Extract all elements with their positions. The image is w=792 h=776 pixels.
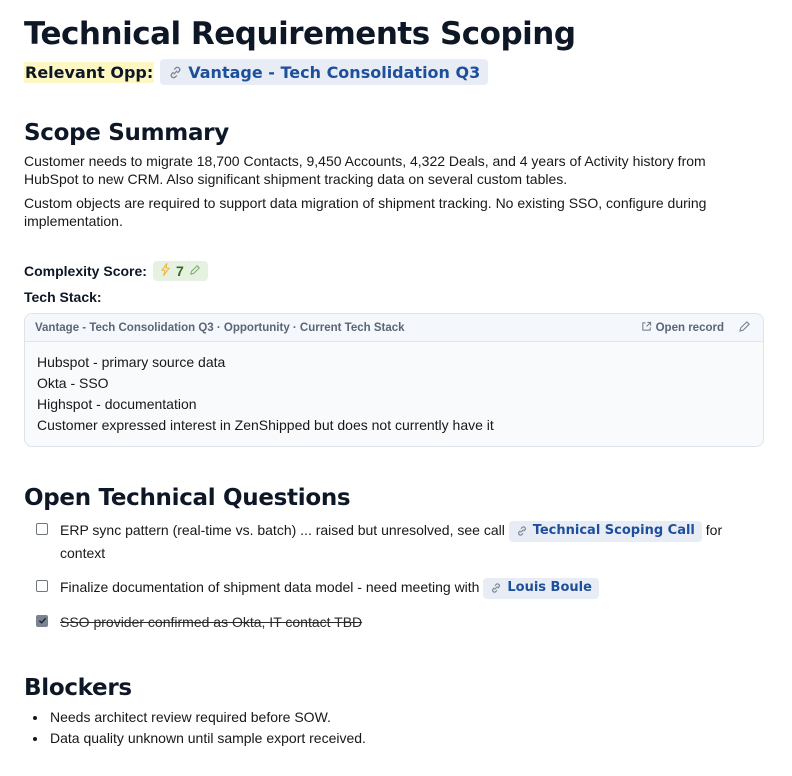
tech-stack-line: Okta - SSO bbox=[37, 375, 109, 391]
edit-pencil-icon[interactable] bbox=[189, 263, 201, 279]
blockers-list bbox=[24, 707, 764, 749]
checklist-item bbox=[24, 611, 764, 633]
blocker-item: • Needs architect review required before SOW. bbox=[48, 707, 764, 728]
checkbox-unchecked[interactable] bbox=[36, 523, 48, 535]
checklist-item bbox=[24, 576, 764, 599]
complexity-score-value: 7 bbox=[175, 263, 184, 279]
complexity-score-pill[interactable] bbox=[153, 261, 208, 281]
link-icon bbox=[516, 525, 528, 537]
link-icon bbox=[490, 582, 502, 594]
open-questions-heading: Open Technical Questions bbox=[24, 485, 351, 511]
link-label: Technical Scoping Call bbox=[532, 523, 695, 539]
page-title: Technical Requirements Scoping bbox=[24, 16, 576, 52]
checklist-text: for context bbox=[60, 522, 723, 561]
scope-summary-heading: Scope Summary bbox=[24, 120, 229, 146]
embedded-record-actions bbox=[641, 320, 751, 336]
checklist-item bbox=[24, 519, 764, 564]
tech-stack-line: Hubspot - primary source data bbox=[37, 354, 226, 370]
complexity-score-row bbox=[24, 260, 764, 282]
tech-stack-line: Highspot - documentation bbox=[37, 396, 197, 412]
checkmark-icon bbox=[38, 616, 47, 625]
scope-summary-paragraph: Customer needs to migrate 18,700 Contacts, 9,450 Accounts, 4,322 Deals, and 4 years of Activity history from HubSpot to new CRM. Also significant shipment tracking data on several custom tables. bbox=[24, 153, 706, 187]
checkbox-unchecked[interactable] bbox=[36, 580, 48, 592]
open-record-label: Open record bbox=[655, 321, 724, 334]
blockers-heading: Blockers bbox=[24, 674, 132, 701]
checklist-item-text-completed: SSO provider confirmed as Okta, IT contact TBD bbox=[60, 613, 363, 630]
checklist-text: Finalize documentation of shipment data model - need meeting with bbox=[60, 578, 480, 595]
tech-stack-embedded-record bbox=[24, 313, 764, 447]
blocker-item: • Data quality unknown until sample export received. bbox=[48, 728, 764, 749]
link-label: Louis Boule bbox=[507, 580, 592, 596]
relevant-opp-label: Relevant Opp: bbox=[25, 62, 154, 82]
relevant-opp-link-label: Vantage - Tech Consolidation Q3 bbox=[188, 62, 481, 82]
checkbox-checked[interactable] bbox=[36, 615, 48, 627]
checklist-item-text bbox=[60, 519, 750, 564]
open-record-button[interactable] bbox=[641, 321, 724, 335]
tech-stack-line: Customer expressed interest in ZenShipped but does not currently have it bbox=[37, 417, 494, 433]
relevant-opp-row bbox=[24, 58, 764, 86]
lightning-icon bbox=[160, 263, 171, 279]
external-link-icon bbox=[641, 321, 652, 335]
technical-scoping-call-link[interactable] bbox=[509, 521, 702, 542]
checklist-item-text bbox=[60, 576, 599, 599]
checklist-text: ERP sync pattern (real-time vs. batch) ... raised but unresolved, see call bbox=[60, 522, 505, 538]
relevant-opp-link[interactable] bbox=[160, 59, 488, 85]
embedded-record-body bbox=[25, 342, 763, 446]
link-icon bbox=[168, 65, 183, 80]
embedded-record-breadcrumb: Vantage - Tech Consolidation Q3 · Opportunity · Current Tech Stack bbox=[35, 321, 405, 334]
edit-pencil-icon[interactable] bbox=[738, 320, 751, 336]
scope-summary-paragraph: Custom objects are required to support data migration of shipment tracking. No existing SSO, configure during implementation. bbox=[24, 195, 707, 229]
embedded-record-header bbox=[25, 314, 763, 342]
open-questions-checklist bbox=[24, 519, 764, 633]
louis-boule-link[interactable] bbox=[483, 578, 599, 599]
tech-stack-label: Tech Stack: bbox=[24, 289, 102, 305]
complexity-score-label: Complexity Score: bbox=[24, 263, 147, 279]
